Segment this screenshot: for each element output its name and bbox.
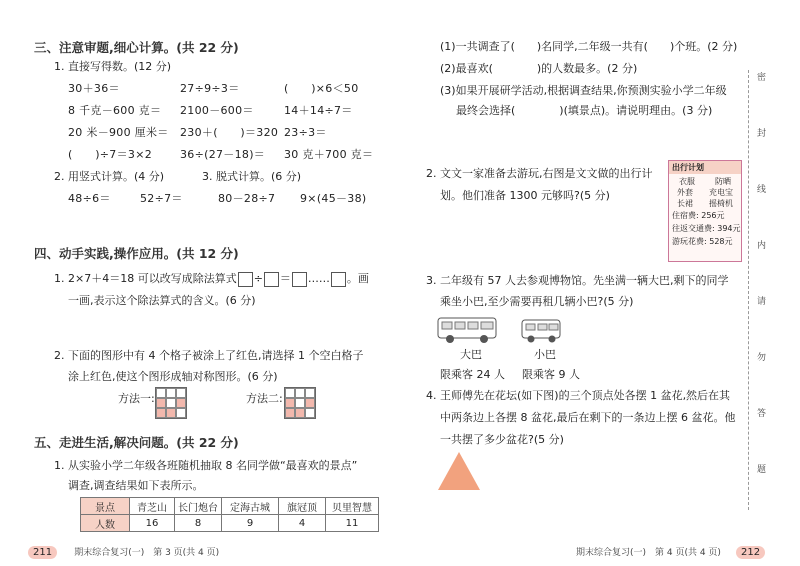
- table-cell: 11: [326, 515, 379, 532]
- table-header-cell: 贝里智慧: [326, 498, 379, 515]
- right-q4-line2: 中两条边上各摆 8 盆花,最后在剩下的一条边上摆 6 盆花。他: [440, 411, 736, 424]
- small-bus-icon: [520, 316, 564, 346]
- q1-sub3: (3)如果开展研学活动,根据调查结果,你预测实验小学二年级: [440, 84, 727, 97]
- big-bus-label: 大巴: [460, 348, 482, 361]
- table-cell: 4: [279, 515, 326, 532]
- survey-table: [80, 497, 379, 532]
- travel-plan-card: [668, 160, 742, 262]
- plan-head: 防晒: [715, 177, 731, 186]
- right-q2: 2. 文文一家准备去游玩,右图是文文做的出行计: [426, 167, 653, 180]
- big-bus-limit: 限乘客 24 人: [440, 368, 505, 381]
- vertical-calc: 52÷7＝: [140, 192, 183, 205]
- section5-title: 五、走进生活,解决问题。(共 22 分): [34, 435, 239, 450]
- seal-char: 内: [757, 241, 767, 251]
- section3-q2: 2. 用竖式计算。(4 分): [54, 170, 165, 183]
- plan-head: 衣服: [679, 177, 695, 186]
- oral-calc: ( )×6＜50: [284, 82, 359, 95]
- oral-calc: 23÷3＝: [284, 126, 327, 139]
- q1-sub1: (1)一共调查了( )名同学,二年级一共有( )个班。(2 分): [440, 40, 738, 53]
- step-calc: 80－28÷7: [218, 192, 276, 205]
- footer-left: [28, 540, 219, 559]
- oral-calc: 27÷9÷3＝: [180, 82, 240, 95]
- small-bus-label: 小巴: [534, 348, 556, 361]
- table-header-cell: 长门炮台: [175, 498, 222, 515]
- oral-calc: 20 米－900 厘米＝: [68, 126, 169, 139]
- table-cell: 16: [130, 515, 175, 532]
- footer-right: [576, 540, 765, 559]
- method1-label: 方法一:: [118, 392, 155, 405]
- plan-cost: 住宿费: 256元: [672, 211, 725, 220]
- vertical-calc: 48÷6＝: [68, 192, 111, 205]
- step-calc: 9×(45－38): [300, 192, 367, 205]
- op-draw: 。画: [346, 272, 369, 285]
- flowerbed-triangle: [436, 450, 482, 492]
- table-cell: 8: [175, 515, 222, 532]
- seal-char: 请: [757, 297, 767, 307]
- table-row: [81, 515, 379, 532]
- right-q4-line3: 一共摆了多少盆花?(5 分): [440, 433, 564, 446]
- table-row-label: 人数: [81, 515, 130, 532]
- footer-text: 期末综合复习(一) 第 4 页(共 4 页): [576, 548, 721, 558]
- section4-q1-text: 1. 2×7＋4＝18 可以改写成除法算式: [54, 272, 237, 285]
- table-header-cell: 旗冠顶: [279, 498, 326, 515]
- seal-line: [748, 70, 773, 510]
- right-q3: 3. 二年级有 57 人去参观博物馆。先坐满一辆大巴,剩下的同学: [426, 274, 729, 287]
- big-bus-icon: [436, 314, 500, 346]
- table-header-cell: 青芝山: [130, 498, 175, 515]
- section4-q1: [54, 270, 369, 287]
- answer-box[interactable]: [292, 272, 307, 287]
- op-remainder: ……: [307, 272, 330, 285]
- op-divide: ÷: [253, 272, 263, 285]
- grid-method2[interactable]: [284, 387, 316, 419]
- plan-item: 充电宝: [709, 188, 733, 197]
- answer-box[interactable]: [331, 272, 346, 287]
- seal-char: 线: [757, 185, 767, 195]
- table-cell: 9: [222, 515, 279, 532]
- oral-calc: 30＋36＝: [68, 82, 120, 95]
- answer-box[interactable]: [238, 272, 253, 287]
- plan-cost: 游玩花费: 528元: [672, 237, 733, 246]
- plan-title: 出行计划: [669, 161, 741, 174]
- oral-calc: 30 克＋700 克＝: [284, 148, 374, 161]
- right-q4: 4. 王师傅先在花坛(如下图)的三个顶点处各摆 1 盆花,然后在其: [426, 389, 731, 402]
- section4-title: 四、动手实践,操作应用。(共 12 分): [34, 246, 239, 261]
- table-header-cell: 景点: [81, 498, 130, 515]
- section3-q1: 1. 直接写得数。(12 分): [54, 60, 172, 73]
- seal-char: 题: [757, 465, 767, 475]
- seal-char: 勿: [757, 353, 767, 363]
- seal-char: 密: [757, 73, 767, 83]
- right-q3-line2: 乘坐小巴,至少需要再租几辆小巴?(5 分): [440, 295, 634, 308]
- section4-q2-line2: 涂上红色,使这个图形成轴对称图形。(6 分): [68, 370, 278, 383]
- section3-title: 三、注意审题,细心计算。(共 22 分): [34, 40, 239, 55]
- plan-cost: 往返交通费: 394元: [672, 224, 741, 233]
- q1-sub3-line2: 最终会选择( )(填景点)。请说明理由。(3 分): [456, 104, 713, 117]
- section4-q1-line2: 一画,表示这个除法算式的含义。(6 分): [68, 294, 256, 307]
- footer-text: 期末综合复习(一) 第 3 页(共 4 页): [74, 548, 220, 558]
- oral-calc: 36÷(27－18)＝: [180, 148, 266, 161]
- q1-sub2: (2)最喜欢( )的人数最多。(2 分): [440, 62, 638, 75]
- oral-calc: 14＋14÷7＝: [284, 104, 353, 117]
- section4-q2: 2. 下面的图形中有 4 个格子被涂上了红色,请选择 1 个空白格子: [54, 349, 364, 362]
- oral-calc: 2100－600＝: [180, 104, 254, 117]
- plan-item: 长裙: [677, 199, 693, 208]
- table-header-cell: 定海古城: [222, 498, 279, 515]
- section3-q3: 3. 脱式计算。(6 分): [202, 170, 302, 183]
- right-q2-line2: 划。他们准备 1300 元够吗?(5 分): [440, 189, 610, 202]
- seal-char: 封: [757, 129, 767, 139]
- page-number: 211: [28, 546, 57, 559]
- page-number: 212: [736, 546, 765, 559]
- method2-label: 方法二:: [246, 392, 283, 405]
- oral-calc: 8 千克－600 克＝: [68, 104, 162, 117]
- seal-char: 答: [757, 409, 767, 419]
- oral-calc: ( )÷7＝3×2: [68, 148, 153, 161]
- grid-method1[interactable]: [155, 387, 187, 419]
- op-equals: ＝: [279, 272, 291, 285]
- plan-item: 摇椅机: [709, 199, 733, 208]
- plan-item: 外套: [677, 188, 693, 197]
- section5-q1-line2: 调查,调查结果如下表所示。: [68, 479, 204, 492]
- section5-q1: 1. 从实验小学二年级各班随机抽取 8 名同学做“最喜欢的景点”: [54, 459, 358, 472]
- oral-calc: 230＋( )＝320: [180, 126, 279, 139]
- table-row: [81, 498, 379, 515]
- small-bus-limit: 限乘客 9 人: [522, 368, 580, 381]
- answer-box[interactable]: [264, 272, 279, 287]
